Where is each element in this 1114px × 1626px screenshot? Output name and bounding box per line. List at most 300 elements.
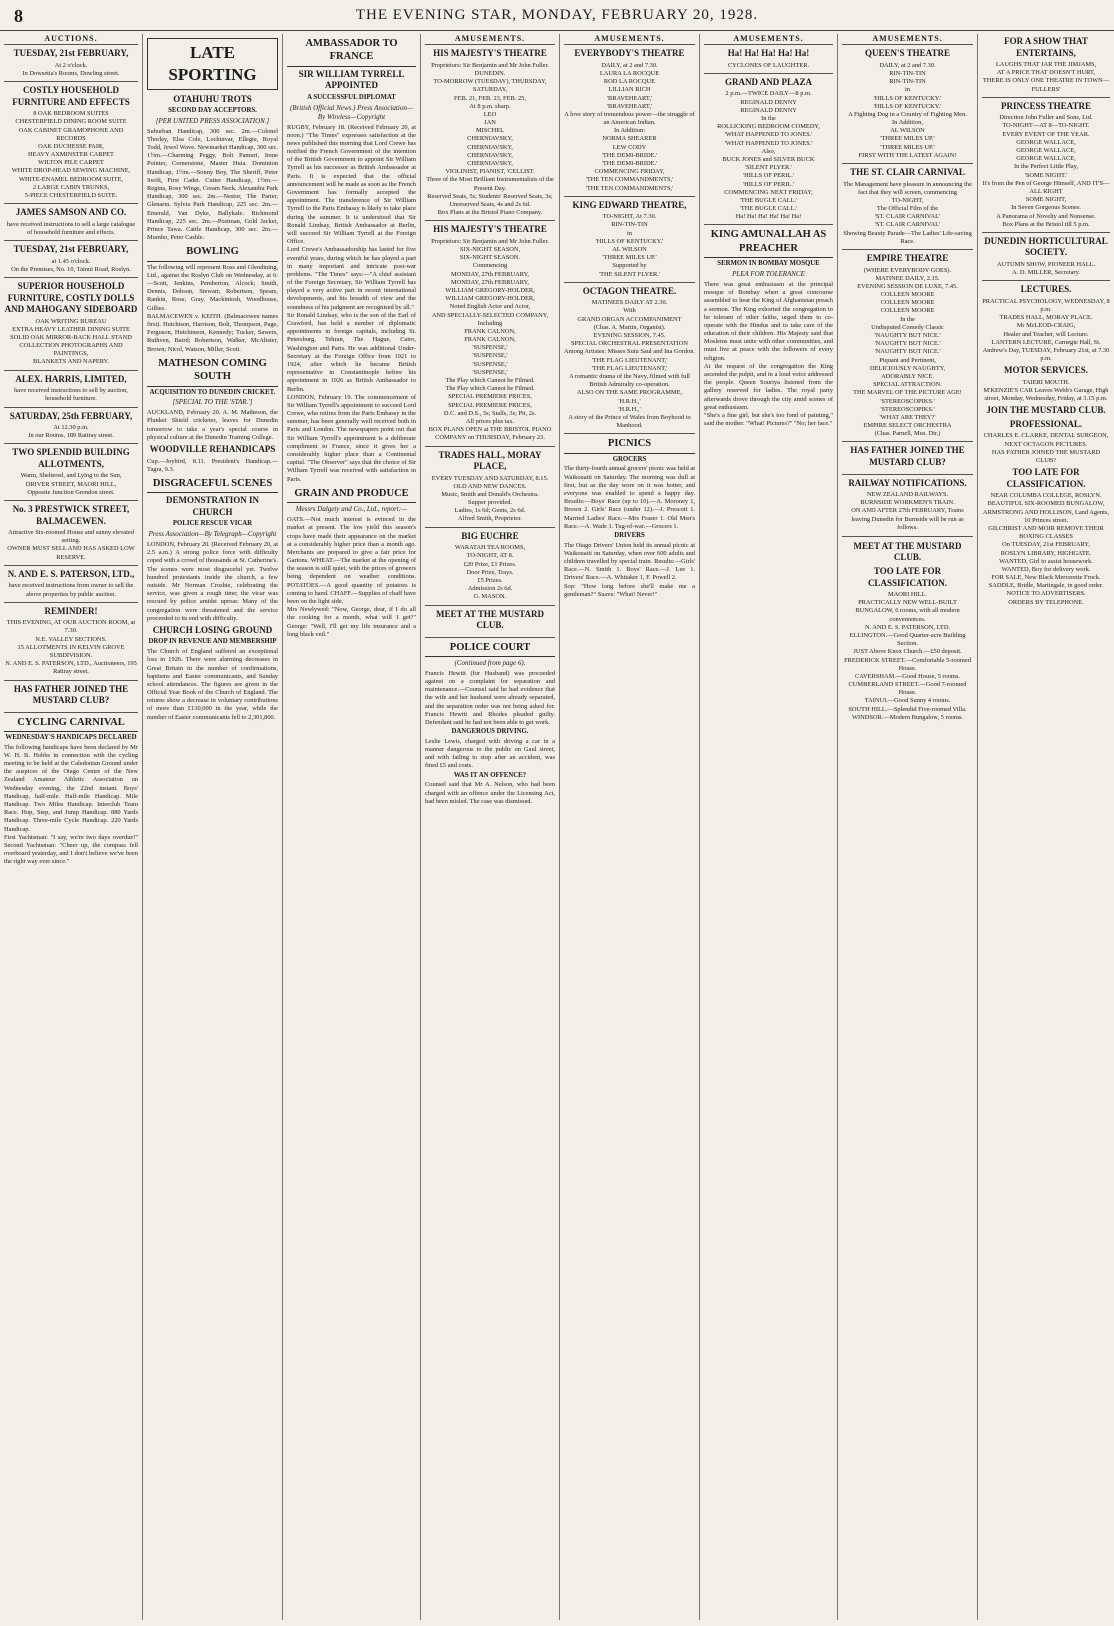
ad-line: Three of the Most Brilliant Instrumentalists of the Present Day. — [426, 176, 554, 192]
ad-line: Proprietors: Sir Benjamin and Mr John Fuller. — [431, 237, 549, 245]
text-line: ORDERS BY TELEPHONE. — [1008, 598, 1084, 606]
ad-line: 'SILENT PLYER.' — [745, 164, 792, 172]
joke-text: Sop: "How long before she'll make me a gentleman?" Suave: "What! Never!" — [564, 582, 695, 598]
ad-line: EVENING SESSION DE LUXE, 7.45. — [857, 282, 958, 290]
ad-line: 'HILLS OF KENTUCKY.' — [595, 237, 664, 245]
grain-body: OATS.—Not much interest is evinced in the market at present. The low yield this season's crops have made their appearance on the market at a considerably higher price than a month ago. Merchants are prepared to give a fair price for Gartons. WHEAT.—The market at the opening of the season is still quiet, with the prices of growers being dependent on weather conditions. POTATOES.—A good quantity of potatoes is coming to hand. CHAFF.—Supplies of chaff have been on the light side. — [287, 516, 416, 606]
ad-line: In the Perfect Little Play, — [1013, 163, 1078, 171]
column-header: AMUSEMENTS. — [842, 34, 973, 45]
ad-line: ROD LA ROCQUE — [603, 78, 656, 86]
ad-block — [4, 374, 138, 408]
ad-line: 'THE SILENT FLYER.' — [598, 270, 660, 278]
ad-line: BUCK JONES and SILVER BUCK — [722, 155, 815, 163]
ad-line: WARATAH TEA ROOMS, — [454, 544, 526, 552]
ad-line: DAILY, at 2 and 7.30. — [879, 61, 936, 69]
joke-text: "She's a fine girl, but she's too fond of painting," said the mother. "What! Pictures?" "No; her face." — [704, 411, 833, 428]
matheson-subhead: ACQUISITION TO DUNEDIN CRICKET. — [149, 388, 276, 396]
ad-line: 2 p.m.—TWICE DAILY—8 p.m. — [725, 90, 812, 98]
ad-line: VIOLINIST, PIANIST, 'CELLIST. — [445, 168, 535, 176]
text-line: SADDLE, Bridle, Martingale, in good order. — [988, 582, 1104, 590]
ad-block — [425, 224, 555, 446]
ad-line: BOX PLANS OPEN at THE BRISTOL PIANO COMPANY on THURSDAY, February 23. — [428, 426, 552, 442]
text-line: NOTICE TO ADVERTISERS. — [1006, 590, 1086, 598]
octagon-lines — [564, 299, 695, 430]
text-line: Mr McLEOD-CRAIG, — [1016, 322, 1076, 330]
ad-line: In Dowsetia's Rooms, Dowling street. — [22, 69, 120, 77]
ad-line: DRIVER STREET, MAORI HILL, — [25, 480, 117, 488]
ad-line: MONDAY, 27th FEBRUARY, — [450, 270, 529, 278]
ambassador-headline: AMBASSADOR TO FRANCE — [287, 37, 416, 67]
grocers-body: The thirty-fourth annual grocers' picnic was held at Waikouaiti on Saturday. The morning was dull at first, but as the day wore on it was hotter, and everyone was enabled to spend a happy day. Results:—Boys' Race (up to 10).—A. Moroney 1, Brown 2. Girls' Race (under 12).—J. Prescott 1. Married Ladies' Race.—Mrs Fraser 1. Old Men's Race.—A. Wade 1. Tug-of-war.—Grocers 1. — [564, 465, 695, 530]
ad-line: 'THE BUGLE CALL.' — [739, 205, 798, 213]
ad-line: THERE IS ONLY ONE THEATRE IN TOWN— — [982, 77, 1110, 85]
offence-headline: WAS IT AN OFFENCE? — [453, 771, 527, 779]
amusement-ads — [842, 48, 973, 474]
text-line: CHARLES E. CLARKE, DENTAL SURGEON, — [983, 432, 1109, 440]
matheson-body: AUCKLAND, February 20. A. M. Matheson, the Plunket Shield cricketer, leaves for Dunedin tomorrow to take a year's special course in physical culture at the Dunedin Training College. — [147, 409, 278, 441]
ad-line: OWNER MUST SELL AND HAS ASKED LOW RESERVE. — [7, 545, 135, 561]
offence-body: Counsel said that Mr A. Nelson, who had been charged with an offence under the Licensing Act, had been misled. The case was dismissed. — [425, 781, 555, 805]
ad-line: N.E. VALLEY SECTIONS. — [35, 635, 107, 643]
ad-line: DELICIOUSLY NAUGHTY, — [869, 364, 946, 372]
text-line: SOUTH HILL.—Splendid Five-roomed Villa. — [848, 705, 967, 713]
bowling-headline: BOWLING — [147, 245, 278, 261]
text-line: BEAUTIFUL SIX-ROOMED BUNGALOW, — [987, 500, 1105, 508]
masthead — [0, 0, 1114, 31]
ad-block — [425, 48, 555, 221]
drivers-body: The Otago Drivers' Union held its annual picnic at Waikouaiti on Saturday, when over 600 adults and children travelled by special train. Results:—Girls' Race.—N. Smith 1. Boys' Race.—J. Lee 1. Drivers' Race.—A. Whitaker 1, F. Powell 2. — [564, 541, 695, 582]
ad-line: At 12.30 p.m. — [53, 424, 89, 432]
mustard-club-ad: MEET AT THE MUSTARD CLUB. — [853, 540, 962, 563]
ad-line: At 2 o'clock. — [54, 61, 88, 69]
ad-line: LEW CODY — [612, 143, 647, 151]
ambassador-body-3: Sir Ronald Lindsay, who is the son of the Earl of Crawford, has held a number of diplomatic appointments in foreign capitals, including St. Petersburg, Tehran, The Hague, Cairo, Washington and Paris. He was additional Under-Secretary at the Foreign Office from 1921 to 1924, after which he became British representative in Constantinople before his appointment in 1926 as British Ambassador to Berlin. — [287, 311, 416, 393]
motor-headline: MOTOR SERVICES. — [1003, 365, 1089, 376]
column-amusements-picnics — [559, 34, 699, 1620]
ad-line: COLLEEN MOORE — [880, 291, 935, 299]
text-line: WANTED, Girl to assist housework. — [999, 557, 1093, 565]
ad-line: CYCLONES OF LAUGHTER. — [727, 61, 810, 69]
text-line: JUST Above Knox Church.—£50 deposit. — [853, 648, 962, 656]
grocers-subhead: GROCERS — [612, 455, 647, 463]
ad-line: 'SUSPENSE,' — [472, 360, 508, 368]
ad-block — [4, 606, 138, 681]
ad-line: 'THREE MILES UP.' — [880, 135, 935, 143]
ad-line: Alfred Smith, Proprietor. — [458, 515, 522, 523]
ad-line: All prices plus tax. — [465, 417, 515, 425]
text-line: WANTED, Boy for delivery work. — [1001, 565, 1091, 573]
demonstration-headline: DEMONSTRATION IN CHURCH — [165, 495, 260, 517]
text-line: ALSO ON THE SAME PROGRAMME, — [576, 389, 683, 397]
amusement-ads — [564, 48, 695, 283]
police-body: Francis Hewitt (for Husband) was proceeded against on a complaint for separation and maintenance.—Counsel said he had evidence that the wife and her husband were already separated, and the separation order was not being asked for. Francis Hewitt and Rhodes pleaded guilty. Defendant said he had not been able to get work. — [425, 669, 555, 727]
ad-line: FULLERS' — [1031, 85, 1061, 93]
text-line: (Chas. A. Martin, Organist). — [593, 323, 666, 331]
tyrrell-subhead: SIR WILLIAM TYRRELL APPOINTED — [298, 68, 405, 91]
ad-line: The Management have pleasure in announcing the fact that they will screen, commencing — [843, 180, 972, 196]
ad-line: At 8 p.m. sharp. — [469, 102, 511, 110]
ad-line: in — [627, 229, 632, 237]
ad-line: On the Premises, No. 10, Tainui Road, Roslyn. — [11, 265, 131, 273]
text-line: 'H.R.H.,' — [618, 397, 641, 405]
ad-title: BIG EUCHRE — [461, 530, 519, 541]
ambassador-credit: (British Official News.) Press Association—By Wireless—Copyright — [289, 103, 414, 121]
demonstration-credit: Press Association—By Telegraph—Copyright — [148, 530, 277, 539]
ad-line: 'SUSPENSE,' — [472, 344, 508, 352]
text-line: ON AND AFTER 27th FEBRUARY, Trains leaving Dunedin for Burnside will be run as follows. — [851, 507, 964, 531]
ad-block — [425, 531, 555, 606]
dangerous-body: Leslie Lewis, charged with driving a car in a manner dangerous to the public on Gaul street, and with failing to stop after an accident, was fined £5 and costs. — [425, 737, 555, 770]
octagon-title: OCTAGON THEATRE. — [582, 285, 677, 296]
ad-block — [842, 253, 973, 442]
professional-lines — [982, 432, 1110, 465]
ad-block — [564, 200, 695, 283]
professional-headline: PROFESSIONAL. — [1009, 418, 1083, 429]
ad-line: RIN-TIN-TIN — [611, 221, 648, 229]
ad-line: OAK CABINET GRAMOPHONE AND RECORDS — [18, 126, 124, 142]
ad-line: In Addition, — [892, 119, 923, 127]
woodville-headline: WOODVILLE REHANDICAPS — [149, 444, 276, 455]
ad-line: 'HILLS OF PERIL.' — [742, 180, 795, 188]
ad-line: at 1.45 o'clock. — [51, 257, 91, 265]
text-line: ROSLYN LIBRARY, HIGHGATE. — [1000, 549, 1092, 557]
text-line: LANTERN LECTURE, Carnegie Hall, St. Andrew's Day, TUESDAY, February 21st, at 7.30 p.m. — [982, 338, 1110, 363]
ad-line: MONDAY, 27th FEBRUARY, — [450, 278, 529, 286]
ad-block — [704, 48, 833, 74]
ad-line: SIX-NIGHT SEASON, — [459, 246, 521, 254]
ad-line: WILTON PILE CARPET — [38, 159, 104, 167]
mustard-club-ad: JOIN THE MUSTARD CLUB. — [986, 405, 1106, 416]
octagon-ad — [564, 286, 695, 435]
ad-line: The Play which Cannot be Filmed. — [445, 377, 535, 385]
text-line: N. AND E. S. PATERSON, LTD. — [864, 623, 951, 631]
disgraceful-headline: DISGRACEFUL SCENES — [147, 477, 278, 493]
ad-title: SATURDAY, 25th FEBRUARY, — [9, 410, 133, 421]
column-auctions — [0, 34, 142, 1620]
ad-line: OLD AND NEW DANCES. — [453, 482, 527, 490]
ad-line: In the — [761, 115, 776, 123]
ad-line: Admission 2s 6d. — [467, 585, 513, 593]
ad-line: OAK WRITING BUREAU — [35, 317, 107, 325]
ad-title: HIS MAJESTY'S THEATRE — [433, 48, 547, 59]
dangerous-headline: DANGEROUS DRIVING. — [451, 728, 529, 736]
ad-line: MATINEE DAILY, 2.15. — [875, 274, 940, 282]
ad-title: EVERYBODY'S THEATRE — [574, 48, 685, 59]
ad-line: 'SUSPENSE,' — [472, 368, 508, 376]
text-line: ARMSTRONG AND HOLLISON, Land Agents, 10 Princes street. — [982, 508, 1110, 524]
page-number: 8 — [14, 6, 23, 26]
ad-line: TO-NIGHT, AT 8. — [466, 552, 514, 560]
ad-line: COLLEEN MOORE — [880, 307, 935, 315]
joke-text: Mrs Newlywed: "Now, George, dear, if I do all the cooking for a month, what will I get?" George: "Well, I'll get my life insurance and a long black veil." — [287, 606, 416, 638]
ad-line: 'SOME NIGHT.' — [1024, 171, 1068, 179]
demonstration-subhead: POLICE RESCUE VICAR — [172, 520, 253, 528]
cycling-headline: CYCLING CARNIVAL — [4, 716, 138, 732]
text-line: A romantic drama of the Navy, filmed with full British Admiralty co-operation. — [569, 372, 690, 389]
ad-line: TO-NIGHT, At 7.30. — [602, 213, 657, 221]
ad-line: In the — [900, 315, 915, 323]
lectures-headline: LECTURES. — [1020, 284, 1072, 295]
ad-block — [4, 684, 138, 713]
ad-line: CHERNIAVSKY, — [467, 160, 513, 167]
ad-line: RIN-TIN-TIN — [889, 78, 926, 86]
ad-line: A. D. MILLER, Secretary. — [1012, 269, 1080, 277]
ad-title: TUESDAY, 21st FEBRUARY, — [13, 48, 129, 59]
ad-block — [982, 101, 1110, 233]
ad-title: TWO SPLENDID BUILDING ALLOTMENTS, — [12, 447, 130, 469]
ad-line: 'NAUGHTY BUT NICE.' — [874, 348, 941, 356]
ad-line: EMPIRE SELECT ORCHESTRA — [863, 422, 952, 430]
ad-line: Also, — [761, 147, 776, 155]
newspaper-title: THE EVENING STAR, MONDAY, FEBRUARY 20, 1928. — [355, 7, 759, 23]
ad-line: 'STEREOSCOPIKS.' — [880, 397, 935, 405]
text-line: 'THE FLAG LIEUTENANT,' — [591, 356, 668, 364]
ad-title: DUNEDIN HORTICULTURAL SOCIETY. — [984, 235, 1108, 258]
ad-line: Attractive Six-roomed House and sunny elevated setting. — [8, 529, 134, 545]
ad-line: G. MASON. — [473, 593, 507, 601]
police-headline: POLICE COURT — [425, 641, 555, 657]
text-line: FOR SALE, New Black Mercerette Frock. — [991, 574, 1101, 582]
ad-line: MISCHEL — [475, 127, 505, 135]
woodville-body: Cup.—Joybird, 8.11. President's Handicap.—Tagra, 9.3. — [147, 457, 278, 473]
text-line: EVENING SESSION, 7.45. — [593, 332, 666, 340]
ad-block — [4, 569, 138, 603]
grain-credit: Messrs Dalgety and Co., Ltd., report:— — [295, 505, 408, 514]
ad-line: TO-NIGHT—AT 8—TO-NIGHT. — [1002, 122, 1090, 130]
ad-line: £20 Prize, £1 Prizes. — [463, 560, 517, 568]
ad-line: SPECIAL PREMIERE PRICES, — [448, 393, 532, 401]
text-line: NEXT OCTAGON PICTURES. — [1004, 440, 1088, 448]
column-header: AMUSEMENTS. — [564, 34, 695, 45]
ad-line: CHERNIAVSKY, — [467, 151, 513, 159]
ad-title: N. AND E. S. PATERSON, LTD., — [7, 568, 135, 579]
text-line: GILCHRIST AND MOIR REMOVE THEIR BOXING CLASSES — [988, 524, 1104, 541]
church-body: The Church of England suffered an exceptional loss in 1926. There were alarming decreases in Great Britain in the number of confirmations, baptisms and Easter communicants, and Sunday school attendances. The figures are given in the Official Year Book of the Church of England. The returns show a decrease in voluntary contributions of more than £130,000 in the year, while the number of Easter communicants fell to 2,301,800. — [147, 648, 278, 721]
column-amusements-police — [420, 34, 559, 1620]
ad-line: DAILY, at 2 and 7.30. — [601, 61, 658, 69]
police-subhead: (Continued from page 6). — [454, 658, 526, 667]
ad-line: The Official Film of the — [876, 205, 939, 213]
otahuhu-credit: [PER UNITED PRESS ASSOCIATION.] — [155, 116, 270, 125]
ambassador-body-2: Lord Crewe's Ambassadorship has lasted for five eventful years, during which he has played a part in many important and intricate post-war problems. "The Times" says:—"A chief assistant of the Foreign Secretary, Sir William Tyrrell has played a very active part in recent international developments, and his breadth of view and the soundness of his judgment are recognised by all." — [287, 246, 416, 311]
column-amusements-amunallah — [699, 34, 837, 1620]
ad-line: LAURA LA ROCQUE — [599, 69, 660, 77]
ad-line: Undisputed Comedy Classic — [871, 323, 944, 331]
ad-line: ADORABLY NICE. — [881, 372, 934, 380]
divider — [842, 536, 973, 537]
ad-line: A Panorama of Novelty and Nonsense. — [996, 212, 1096, 220]
text-line: MAORI HILL. — [887, 591, 928, 599]
column-header: AMUSEMENTS. — [425, 34, 555, 45]
ad-line: NORMA SHEARER — [602, 135, 657, 143]
matheson-credit: [SPECIAL TO THE 'STAR.'] — [172, 398, 253, 407]
ad-title: Ha! Ha! Ha! Ha! Ha! — [727, 48, 810, 59]
ad-line: FIRST WITH THE LATEST AGAIN! — [858, 151, 957, 159]
ad-line: LEO — [483, 110, 497, 118]
ad-block — [842, 167, 973, 250]
amunallah-subhead-2: PLEA FOR TOLERANCE — [732, 270, 805, 279]
amusement-ads — [704, 48, 833, 225]
ad-line: COMMENCING FRIDAY, — [594, 168, 665, 176]
ad-title: TUESDAY, 21st FEBRUARY, — [13, 244, 129, 255]
text-line: TRADES HALL, MORAY PLACE. — [999, 314, 1093, 322]
theatre-ads — [982, 36, 1110, 281]
text-line: PRACTICALLY NEW WELL-BUILT BUNGALOW, 6 rooms, with all modern conveniences. — [855, 599, 960, 623]
text-line: 'THE FLAG LIEUTENANT,' — [591, 364, 668, 372]
ad-block — [425, 450, 555, 528]
text-line: 'H.R.H.,' — [618, 405, 641, 413]
ad-line: 'ST. CLAIR CARNIVAL' — [874, 213, 941, 221]
cycling-body: The following handicaps have been declared by Mr W. H. B. Hobbs in connection with the cycling meeting to be held at the Caledonian Ground under the auspices of the Otago Centre of the New Zealand Amateur Athletic Association on Wednesday evening, the 22nd instant. Boys' Handicap, half-mile. Half-mile Handicap. Mile Handicap. Two Miles Handicap. Interclub Team Race. Hop, Step, and Jump Handicap. 880 Yards Handicap. Three-mile Cycle Handicap. 220 Yards Handicap. — [4, 743, 138, 833]
ad-line: Box Plans at the Bristol till 5 p.m. — [1002, 220, 1090, 228]
ad-line: TO-NIGHT, — [891, 196, 924, 204]
ad-line: in — [905, 86, 910, 94]
ambassador-body-4: LONDON, February 19. The commencement of Sir William Tyrrell's appointment to succeed Lord Crewe, who retires from the Paris Embassy in the summer, has been generally well received both in Paris and London. The newspapers point out that Sir William Tyrrell's appointment is a deliberate compliment to France, since it gives her a considerably higher place than a Continental capital. "The Observer" says that the choice of Sir William Tyrrell was received with satisfaction in Paris. — [287, 393, 416, 483]
church-headline: CHURCH LOSING GROUND — [152, 624, 273, 635]
ad-block — [564, 48, 695, 197]
text-line: TAIERI MOUTH. — [1022, 378, 1070, 386]
text-line: ELLINGTON.—Good Quarter-acre Building Section. — [849, 631, 966, 648]
text-line: PRACTICAL PSYCHOLOGY, WEDNESDAY, 8 p.m. — [982, 297, 1110, 314]
column-ambassador — [282, 34, 420, 1620]
ad-line: 8 OAK BEDROOM SUITES — [33, 110, 109, 118]
ad-line: WHITE-ENAMEL BEDROOM SUITE, — [19, 175, 123, 183]
matheson-headline: MATHESON COMING SOUTH — [147, 357, 278, 387]
railway-headline: RAILWAY NOTIFICATIONS. — [848, 477, 967, 488]
ad-line: 'HILLS OF KENTUCKY.' — [873, 102, 942, 110]
ad-title: PRINCESS THEATRE — [1001, 100, 1091, 111]
bowling-body: The following will represent Ross and Glendining, Ltd., against the Roslyn Club on Wednesday, at 6:—Scott, Jenkins, Pemberton, Alcock; Smith, Dennis, Dobson, Stewart; Robertson, Spears, Rankin, Ross; Gray, Mackintosh, Woodhouse, Gillies. — [147, 263, 278, 312]
ad-line: N. AND E. S. PATERSON, LTD., Auctioneers, 195 Rattray street. — [5, 660, 137, 676]
text-line: CUMBERLAND STREET.—Good 7-roomed House. — [848, 681, 967, 697]
text-line: Healer and Teacher, will Lecture. — [1003, 330, 1089, 338]
ad-line: Direction John Fuller and Sons, Ltd. — [999, 114, 1093, 122]
ad-line: 'WHAT HAPPENED TO JONES.' — [724, 139, 813, 147]
picnics-headline: PICNICS — [564, 437, 695, 453]
ad-title: No. 3 PRESTWICK STREET, BALMACEWEN. — [12, 504, 130, 526]
text-line: Among Artistes: Misses Sutu Saul and Ina Gordon. — [564, 348, 696, 356]
otahuhu-subhead: SECOND DAY ACCEPTORS. — [168, 107, 257, 115]
ad-line: CHERNIAVSKY, — [467, 135, 513, 143]
ad-line: THIS EVENING, AT OUR AUCTION ROOM, at 7.30. — [6, 619, 136, 635]
cycling-subhead: WEDNESDAY'S HANDICAPS DECLARED — [5, 734, 137, 742]
text-line: CAVERSHAM.—Good House, 5 rooms. — [855, 672, 960, 680]
ad-line: EVERY EVENT OF THE YEAR. — [1002, 130, 1090, 138]
column-sporting — [142, 34, 282, 1620]
joke-text: First Yachtsman: "I say, we're two days overdue!" Second Yachtsman: "Cheer up, the compass fell overboard yesterday, and I don't believe we've been the right way ever since." — [4, 833, 138, 866]
ad-line: DUNEDIN. — [474, 69, 506, 77]
text-line: WINDSOR.—Modern Bungalow, 5 rooms. — [851, 713, 964, 721]
text-line: On TUESDAY, 21st FEBRUARY, — [1002, 541, 1090, 549]
ad-line: AT A PRICE THAT DOESN'T HURT, — [996, 69, 1096, 77]
text-line: GRAND ORGAN ACCOMPANIMENT — [577, 315, 682, 323]
ad-block — [704, 77, 833, 226]
amunallah-subhead: SERMON IN BOMBAY MOSQUE — [717, 260, 820, 268]
ad-line: 'SUSPENSE,' — [472, 352, 508, 360]
ad-line: A Fighting Dog in a Country of Fighting Men. — [848, 110, 967, 118]
diplomat-subhead: A SUCCESSFUL DIPLOMAT — [307, 93, 396, 101]
ad-line: A love story of tremendous power—the struggle of an American Indian. — [564, 110, 695, 127]
ad-line: FRANK CALNON, — [464, 336, 516, 344]
ad-title: ALEX. HARRIS, LIMITED, — [15, 373, 127, 384]
ad-line: 'HILLS OF PERIL.' — [742, 172, 795, 180]
ad-line: REGINALD DENNY — [740, 98, 797, 106]
ad-block — [982, 236, 1110, 281]
ad-line: 'WHAT HAPPENED TO JONES.' — [724, 131, 813, 139]
text-line: NEAR COLUMBA COLLEGE, ROSLYN. — [990, 492, 1102, 500]
ad-title: TRADES HALL, MORAY PLACE, — [438, 449, 542, 472]
ad-line: Ha! Ha! Ha! Ha! Ha! Ha! — [735, 213, 802, 221]
ad-title: EMPIRE THEATRE — [866, 253, 949, 264]
railway-lines — [842, 491, 973, 532]
demonstration-body: LONDON, February 20. (Received February 20, at 2.5 a.m.) A strong police force with difficulty coped with a crowd of thousands at St. Catherine's. The scenes were most disgraceful yet. Twelve hundred protestants inside the church, a few outside. Mr Norman Crosbie, celebrating the service, was given a rough time; the vicar was rescued by police amidst uproar. Many of the congregation were threatened and the service proceeded to its end with difficulty. — [147, 541, 278, 622]
otahuhu-headline: OTAHUHU TROTS — [173, 93, 252, 104]
ad-line: 'THE TEN COMMANDMENTS,' — [585, 176, 674, 184]
ad-title: HAS FATHER JOINED THE MUSTARD CLUB? — [13, 683, 129, 706]
otahuhu-body: Suburban Handicap, 300 sec. 2m.—Colonel Thorley, Elsa Cole, Lochinvar, Ellegie, Royal Todd, Jewel Wave. Newmarket Handicap, 300 sec. 1½m.—Charming Peggy, Bolt Pamuri, Irene Pointer, Cornerstone, Master Huia. Dominion Handicap, 1½m.—Sonny Boy, The Sheriff, Peter Swift, First Cadet. Cutter Handicap, 1½m.—Regina, Rosy Wings, Cream Neck. Alexandra Park Handicap, 300 sec. 2m.—Nestor, The Parter, Glenarm. Sylvia Park Handicap, 225 sec. 2m.—Emerald, Van Dyke, Ballykale. Richmond Handicap, 225 sec. 2m.—Postman, Gold Jacket, Prince Tawa. Cattle Handicap, 300 sec. 2m.—Mumbo, Peter Cashle. — [147, 127, 278, 242]
ad-line: AND SPECIALLY-SELECTED COMPANY, — [431, 311, 549, 319]
ad-block — [4, 411, 138, 445]
ad-block — [4, 207, 138, 241]
ad-line: 'THREE MILES UP.' — [880, 143, 935, 151]
ad-line: have received instructions to sell by auction, household furniture. — [14, 387, 128, 403]
ad-block — [4, 281, 138, 371]
grain-headline: GRAIN AND PRODUCE — [287, 487, 416, 503]
late-sporting-banner: LATE SPORTING — [147, 38, 278, 90]
ad-line: COMMENCING NEXT FRIDAY, — [724, 188, 813, 196]
ad-line: 'BRAVEHEART,' — [606, 94, 653, 102]
ad-line: RIN-TIN-TIN — [889, 69, 926, 77]
ad-line: BLANKETS AND NAPERY. — [32, 358, 110, 366]
ad-line: 15 ALLOTMENTS IN KELVIN GROVE SUBDIVISION. — [17, 643, 125, 659]
ad-line: GEORGE WALLACE, — [1016, 155, 1076, 163]
ad-line: 'HILLS OF KENTUCKY.' — [873, 94, 942, 102]
ad-line: Warm, Sheltered, and Lying to the Sun, — [20, 472, 122, 480]
ad-line: Box Plans at the Bristol Piano Company. — [437, 209, 543, 217]
ad-line: AL WILSON — [612, 246, 647, 254]
ad-title: COSTLY HOUSEHOLD FURNITURE AND EFFECTS — [12, 85, 130, 107]
ad-title: REMINDER! — [44, 605, 98, 616]
text-line: MATINEES DAILY AT 2.30. — [591, 299, 668, 307]
ad-block — [4, 85, 138, 204]
ad-line: SPECIAL ATTRACTION. — [873, 381, 942, 389]
ad-line: CHERNIAVSKY, — [467, 143, 513, 151]
ad-line: THE MARVEL OF THE PICTURE AGE! — [853, 389, 962, 397]
ad-line: 'THE DEMI-BRIDE.' — [601, 160, 658, 167]
ad-line: 'THE DEMI-BRIDE.' — [601, 151, 658, 159]
ad-line: WILLIAM GREGORY-HOLDER, — [445, 286, 535, 294]
column-header: AMUSEMENTS. — [704, 34, 833, 45]
ad-block — [4, 504, 138, 566]
lectures-lines — [982, 298, 1110, 364]
ad-line: Supper provided. — [467, 499, 513, 507]
ad-line: (WHERE EVERYBODY GOES). — [863, 266, 952, 274]
ad-line: 'NAUGHTY BUT NICE.' — [874, 332, 941, 340]
ad-line: SIX-NIGHT SEASON. — [459, 254, 521, 262]
classified-lines — [842, 591, 973, 722]
ad-block — [4, 447, 138, 501]
ad-line: 'THE TEN COMMANDMENTS,' — [585, 184, 674, 192]
ad-title: THE ST. CLAIR CARNIVAL — [850, 167, 965, 177]
ad-line: Door Prize, Trays. — [466, 568, 514, 576]
column-header: AUCTIONS. — [4, 34, 138, 45]
ad-line: In our Rooms, 189 Rattray street. — [28, 432, 114, 440]
ad-line: In Addition: — [613, 127, 646, 135]
auction-list — [4, 48, 138, 712]
ad-line: Showing Beauty Parade—The Ladies' Life-saving Race. — [843, 229, 972, 245]
ad-line: LILLIAN RICH — [608, 86, 651, 94]
ad-line: AUTUMN SHOW, PIONEER HALL. — [996, 260, 1096, 268]
